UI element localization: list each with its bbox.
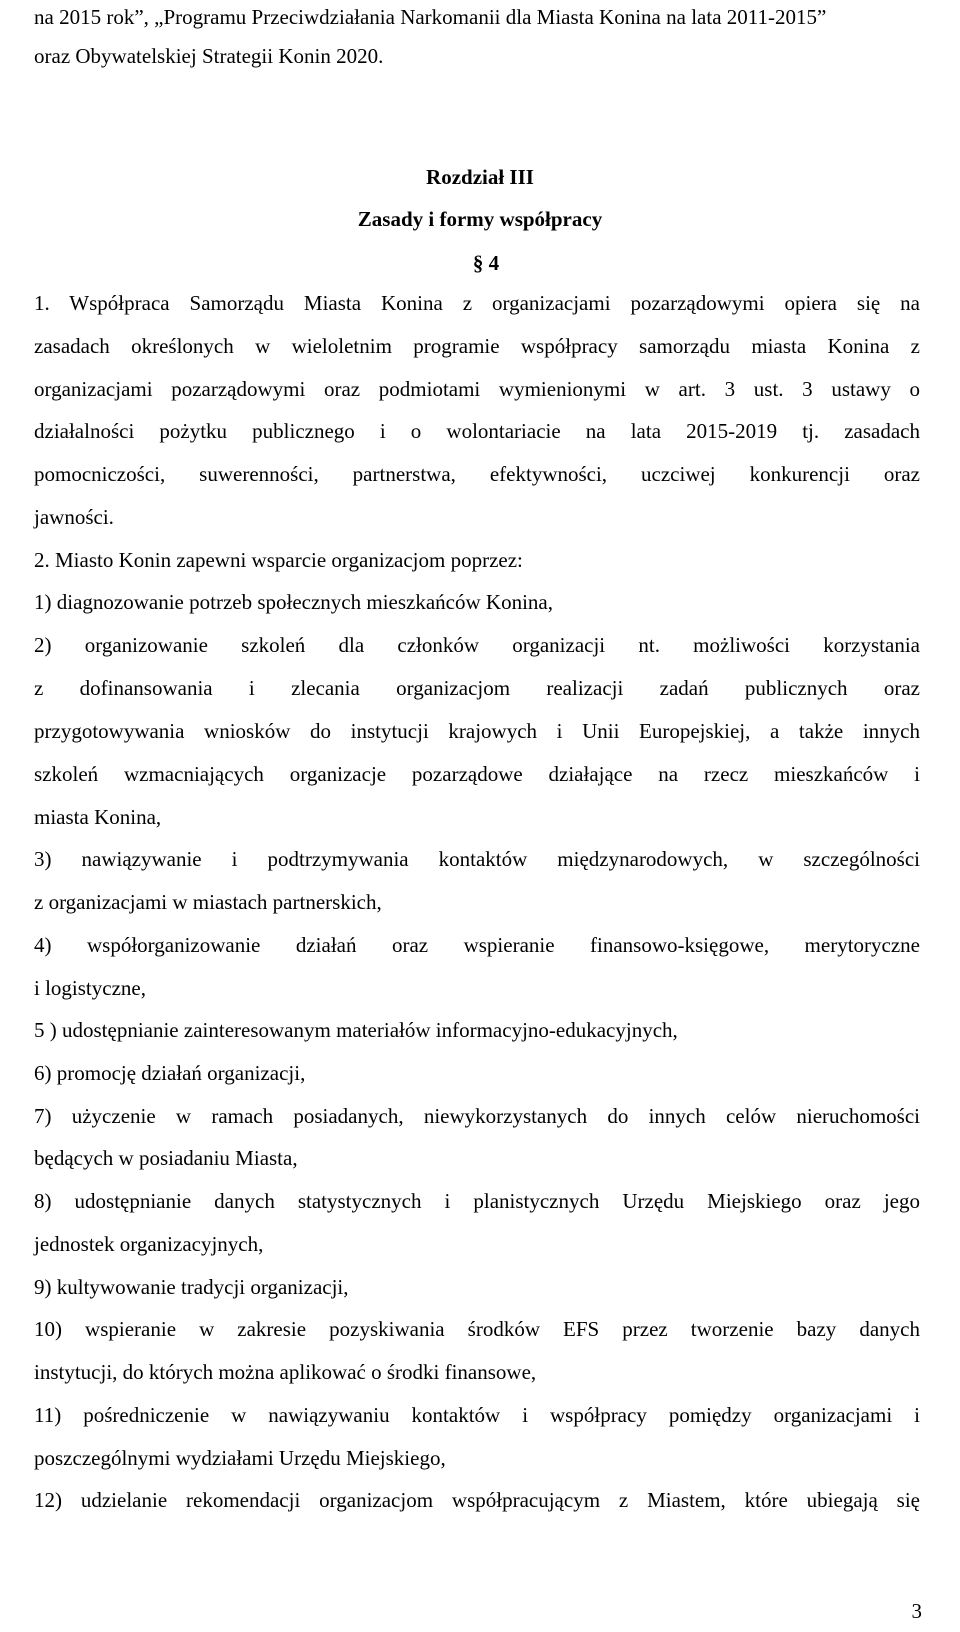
para1-line-5: pomocniczości, suwerenności, partnerstwa, efektywności, uczciwej konkurencji oraz <box>34 462 920 486</box>
para1-line-2: zasadach określonych w wieloletnim programie współpracy samorządu miasta Konina z <box>34 334 920 358</box>
list-item-11-line-2: poszczególnymi wydziałami Urzędu Miejskiego, <box>34 1446 446 1470</box>
intro-line-1: na 2015 rok”, „Programu Przeciwdziałania Narkomanii dla Miasta Konina na lata 2011-2015” <box>34 5 827 29</box>
list-item-2-line-3: przygotowywania wniosków do instytucji krajowych i Unii Europejskiej, a także innych <box>34 719 920 743</box>
list-item-11-line-1: 11) pośredniczenie w nawiązywaniu kontaktów i współpracy pomiędzy organizacjami i <box>34 1403 920 1427</box>
para1-line-3: organizacjami pozarządowymi oraz podmiotami wymienionymi w art. 3 ust. 3 ustawy o <box>34 377 920 401</box>
section-mark: § 4 <box>472 251 500 275</box>
list-item-2-line-2: z dofinansowania i zlecania organizacjom realizacji zadań publicznych oraz <box>34 676 920 700</box>
chapter-title: Zasady i formy współpracy <box>357 207 603 231</box>
list-item-10-line-1: 10) wspieranie w zakresie pozyskiwania środków EFS przez tworzenie bazy danych <box>34 1317 920 1341</box>
list-item-1: 1) diagnozowanie potrzeb społecznych mieszkańców Konina, <box>34 590 553 614</box>
list-item-6: 6) promocję działań organizacji, <box>34 1061 306 1085</box>
para1-line-6: jawności. <box>34 505 114 529</box>
intro-line-2: oraz Obywatelskiej Strategii Konin 2020. <box>34 44 384 68</box>
list-item-3-line-1: 3) nawiązywanie i podtrzymywania kontaktów międzynarodowych, w szczególności <box>34 847 920 871</box>
para1-line-4: działalności pożytku publicznego i o wolontariacie na lata 2015-2019 tj. zasadach <box>34 419 920 443</box>
para1-line-1: 1. Współpraca Samorządu Miasta Konina z organizacjami pozarządowymi opiera się na <box>34 291 920 315</box>
list-item-4-line-1: 4) współorganizowanie działań oraz wspieranie finansowo-księgowe, merytoryczne <box>34 933 920 957</box>
list-item-2-line-1: 2) organizowanie szkoleń dla członków organizacji nt. możliwości korzystania <box>34 633 920 657</box>
page-number: 3 <box>911 1599 922 1623</box>
list-item-3-line-2: z organizacjami w miastach partnerskich, <box>34 890 382 914</box>
list-item-8-line-1: 8) udostępnianie danych statystycznych i planistycznych Urzędu Miejskiego oraz jego <box>34 1189 920 1213</box>
list-item-9: 9) kultywowanie tradycji organizacji, <box>34 1275 349 1299</box>
list-item-2-line-4: szkoleń wzmacniających organizacje pozarządowe działające na rzecz mieszkańców i <box>34 762 920 786</box>
list-item-7-line-2: będących w posiadaniu Miasta, <box>34 1146 298 1170</box>
list-item-8-line-2: jednostek organizacyjnych, <box>34 1232 264 1256</box>
list-item-5: 5 ) udostępnianie zainteresowanym materiałów informacyjno-edukacyjnych, <box>34 1018 678 1042</box>
list-item-10-line-2: instytucji, do których można aplikować o środki finansowe, <box>34 1360 537 1384</box>
chapter-number: Rozdział III <box>426 165 534 189</box>
list-item-4-line-2: i logistyczne, <box>34 976 146 1000</box>
list-item-12-line-1: 12) udzielanie rekomendacji organizacjom współpracującym z Miastem, które ubiegają się <box>34 1488 920 1512</box>
list-item-2-line-5: miasta Konina, <box>34 805 162 829</box>
list-item-7-line-1: 7) użyczenie w ramach posiadanych, niewykorzystanych do innych celów nieruchomości <box>34 1104 920 1128</box>
para2-intro: 2. Miasto Konin zapewni wsparcie organizacjom poprzez: <box>34 548 523 572</box>
